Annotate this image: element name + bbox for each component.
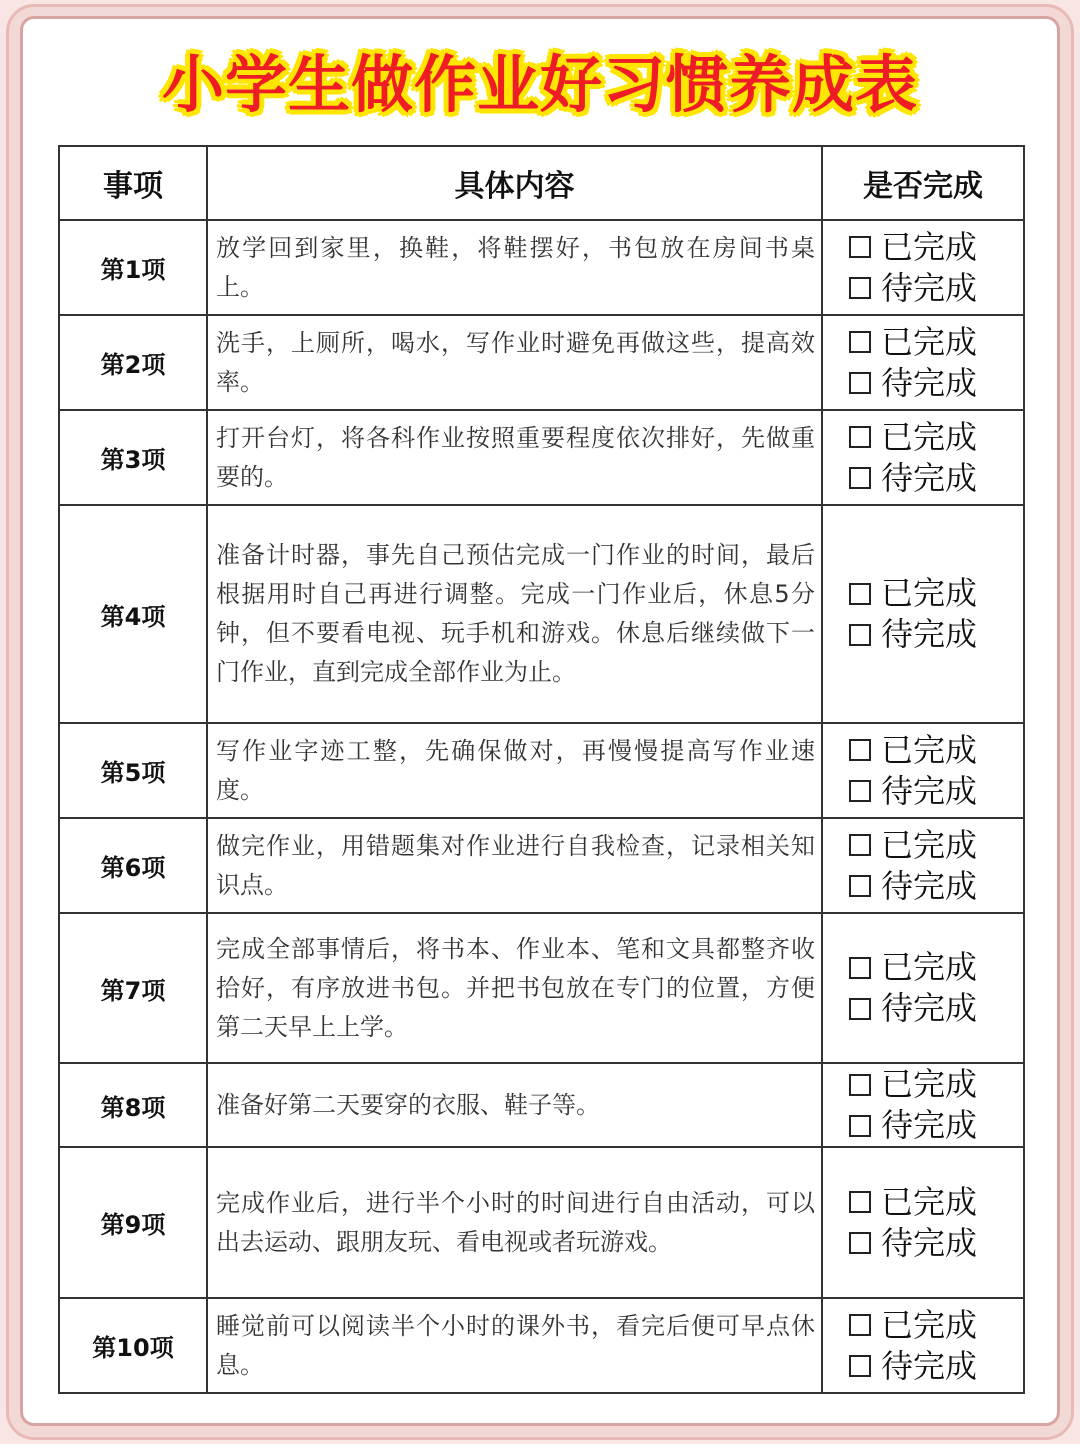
option-pending[interactable] bbox=[849, 614, 1023, 655]
option-pending[interactable] bbox=[849, 866, 1023, 907]
option-done[interactable] bbox=[849, 417, 1023, 458]
row-content: 打开台灯，将各科作业按照重要程度依次排好，先做重要的。 bbox=[207, 410, 822, 505]
option-pending-label: 待完成 bbox=[881, 1106, 978, 1144]
row-content: 完成作业后，进行半个小时的时间进行自由活动，可以出去运动、跟朋友玩、看电视或者玩游戏。 bbox=[207, 1147, 822, 1298]
checkbox-done[interactable] bbox=[849, 957, 871, 979]
row-status bbox=[822, 315, 1024, 410]
row-status bbox=[822, 723, 1024, 818]
option-done-label: 已完成 bbox=[881, 322, 978, 361]
table-row bbox=[59, 1298, 1024, 1393]
option-done-label: 已完成 bbox=[881, 1182, 978, 1221]
checkbox-pending[interactable] bbox=[849, 467, 871, 489]
option-done-label: 已完成 bbox=[881, 417, 978, 456]
option-pending[interactable] bbox=[849, 1346, 1023, 1387]
checkbox-done[interactable] bbox=[849, 331, 871, 353]
option-pending-label: 待完成 bbox=[881, 1346, 978, 1385]
row-content: 睡觉前可以阅读半个小时的课外书，看完后便可早点休息。 bbox=[207, 1298, 822, 1393]
row-item-label: 第2项 bbox=[59, 315, 207, 410]
table-row bbox=[59, 723, 1024, 818]
row-content: 做完作业，用错题集对作业进行自我检查，记录相关知识点。 bbox=[207, 818, 822, 913]
option-done-label: 已完成 bbox=[881, 1305, 978, 1344]
option-pending-label: 待完成 bbox=[881, 268, 978, 307]
option-done[interactable] bbox=[849, 322, 1023, 363]
checkbox-done[interactable] bbox=[849, 1191, 871, 1213]
row-item-label: 第3项 bbox=[59, 410, 207, 505]
row-item-label: 第5项 bbox=[59, 723, 207, 818]
checkbox-done[interactable] bbox=[849, 739, 871, 761]
table-row bbox=[59, 913, 1024, 1063]
option-done[interactable] bbox=[849, 1305, 1023, 1346]
table-row bbox=[59, 1147, 1024, 1298]
checkbox-done[interactable] bbox=[849, 583, 871, 605]
row-status bbox=[822, 505, 1024, 723]
option-pending-label: 待完成 bbox=[881, 1223, 978, 1262]
row-status bbox=[822, 220, 1024, 315]
row-status bbox=[822, 1063, 1024, 1147]
option-pending[interactable] bbox=[849, 771, 1023, 812]
header-content: 具体内容 bbox=[207, 146, 822, 220]
option-done[interactable] bbox=[849, 1064, 1023, 1105]
table-row bbox=[59, 1063, 1024, 1147]
checkbox-done[interactable] bbox=[849, 1314, 871, 1336]
checkbox-done[interactable] bbox=[849, 834, 871, 856]
table-header-row bbox=[59, 146, 1024, 220]
checkbox-pending[interactable] bbox=[849, 1232, 871, 1254]
checkbox-pending[interactable] bbox=[849, 277, 871, 299]
row-item-label: 第6项 bbox=[59, 818, 207, 913]
page-title: 小学生做作业好习惯养成表 bbox=[161, 48, 918, 121]
option-done[interactable] bbox=[849, 227, 1023, 268]
checkbox-pending[interactable] bbox=[849, 1355, 871, 1377]
row-item-label: 第9项 bbox=[59, 1147, 207, 1298]
checkbox-done[interactable] bbox=[849, 1074, 871, 1096]
option-done-label: 已完成 bbox=[881, 948, 978, 986]
option-done[interactable] bbox=[849, 730, 1023, 771]
option-pending[interactable] bbox=[849, 268, 1023, 309]
row-content: 洗手，上厕所，喝水，写作业时避免再做这些，提高效率。 bbox=[207, 315, 822, 410]
table-row bbox=[59, 315, 1024, 410]
row-content: 准备好第二天要穿的衣服、鞋子等。 bbox=[207, 1063, 822, 1147]
header-status: 是否完成 bbox=[822, 146, 1024, 220]
row-item-label: 第1项 bbox=[59, 220, 207, 315]
row-content: 完成全部事情后，将书本、作业本、笔和文具都整齐收拾好，有序放进书包。并把书包放在专门的位置，方便第二天早上上学。 bbox=[207, 913, 822, 1063]
checkbox-pending[interactable] bbox=[849, 624, 871, 646]
checkbox-pending[interactable] bbox=[849, 875, 871, 897]
option-pending[interactable] bbox=[849, 1105, 1023, 1146]
row-status bbox=[822, 1147, 1024, 1298]
row-item-label: 第8项 bbox=[59, 1063, 207, 1147]
option-done-label: 已完成 bbox=[881, 730, 978, 769]
option-done[interactable] bbox=[849, 1182, 1023, 1223]
row-content: 准备计时器，事先自己预估完成一门作业的时间，最后根据用时自己再进行调整。完成一门作业后，休息5分钟，但不要看电视、玩手机和游戏。休息后继续做下一门作业，直到完成全部作业为止。 bbox=[207, 505, 822, 723]
row-status bbox=[822, 818, 1024, 913]
option-done-label: 已完成 bbox=[881, 825, 978, 864]
option-pending[interactable] bbox=[849, 458, 1023, 499]
checkbox-pending[interactable] bbox=[849, 1115, 871, 1137]
checkbox-pending[interactable] bbox=[849, 372, 871, 394]
table-row bbox=[59, 505, 1024, 723]
checkbox-done[interactable] bbox=[849, 236, 871, 258]
header-item: 事项 bbox=[59, 146, 207, 220]
row-status bbox=[822, 1298, 1024, 1393]
option-pending-label: 待完成 bbox=[881, 458, 978, 497]
option-pending-label: 待完成 bbox=[881, 615, 978, 653]
table-row bbox=[59, 410, 1024, 505]
option-pending[interactable] bbox=[849, 1223, 1023, 1264]
table-row bbox=[59, 818, 1024, 913]
row-content: 写作业字迹工整，先确保做对，再慢慢提高写作业速度。 bbox=[207, 723, 822, 818]
option-pending[interactable] bbox=[849, 363, 1023, 404]
option-done-label: 已完成 bbox=[881, 1065, 978, 1103]
row-content: 放学回到家里，换鞋，将鞋摆好，书包放在房间书桌上。 bbox=[207, 220, 822, 315]
option-pending-label: 待完成 bbox=[881, 989, 978, 1027]
row-status bbox=[822, 913, 1024, 1063]
row-item-label: 第10项 bbox=[59, 1298, 207, 1393]
option-pending-label: 待完成 bbox=[881, 866, 978, 905]
row-item-label: 第7项 bbox=[59, 913, 207, 1063]
option-pending-label: 待完成 bbox=[881, 363, 978, 402]
habit-table bbox=[58, 145, 1025, 1394]
option-done[interactable] bbox=[849, 947, 1023, 988]
row-status bbox=[822, 410, 1024, 505]
option-pending[interactable] bbox=[849, 988, 1023, 1029]
option-pending-label: 待完成 bbox=[881, 771, 978, 810]
checkbox-pending[interactable] bbox=[849, 780, 871, 802]
table-row bbox=[59, 220, 1024, 315]
option-done-label: 已完成 bbox=[881, 574, 978, 612]
row-item-label: 第4项 bbox=[59, 505, 207, 723]
checkbox-done[interactable] bbox=[849, 426, 871, 448]
checkbox-pending[interactable] bbox=[849, 998, 871, 1020]
option-done[interactable] bbox=[849, 825, 1023, 866]
option-done[interactable] bbox=[849, 573, 1023, 614]
option-done-label: 已完成 bbox=[881, 227, 978, 266]
